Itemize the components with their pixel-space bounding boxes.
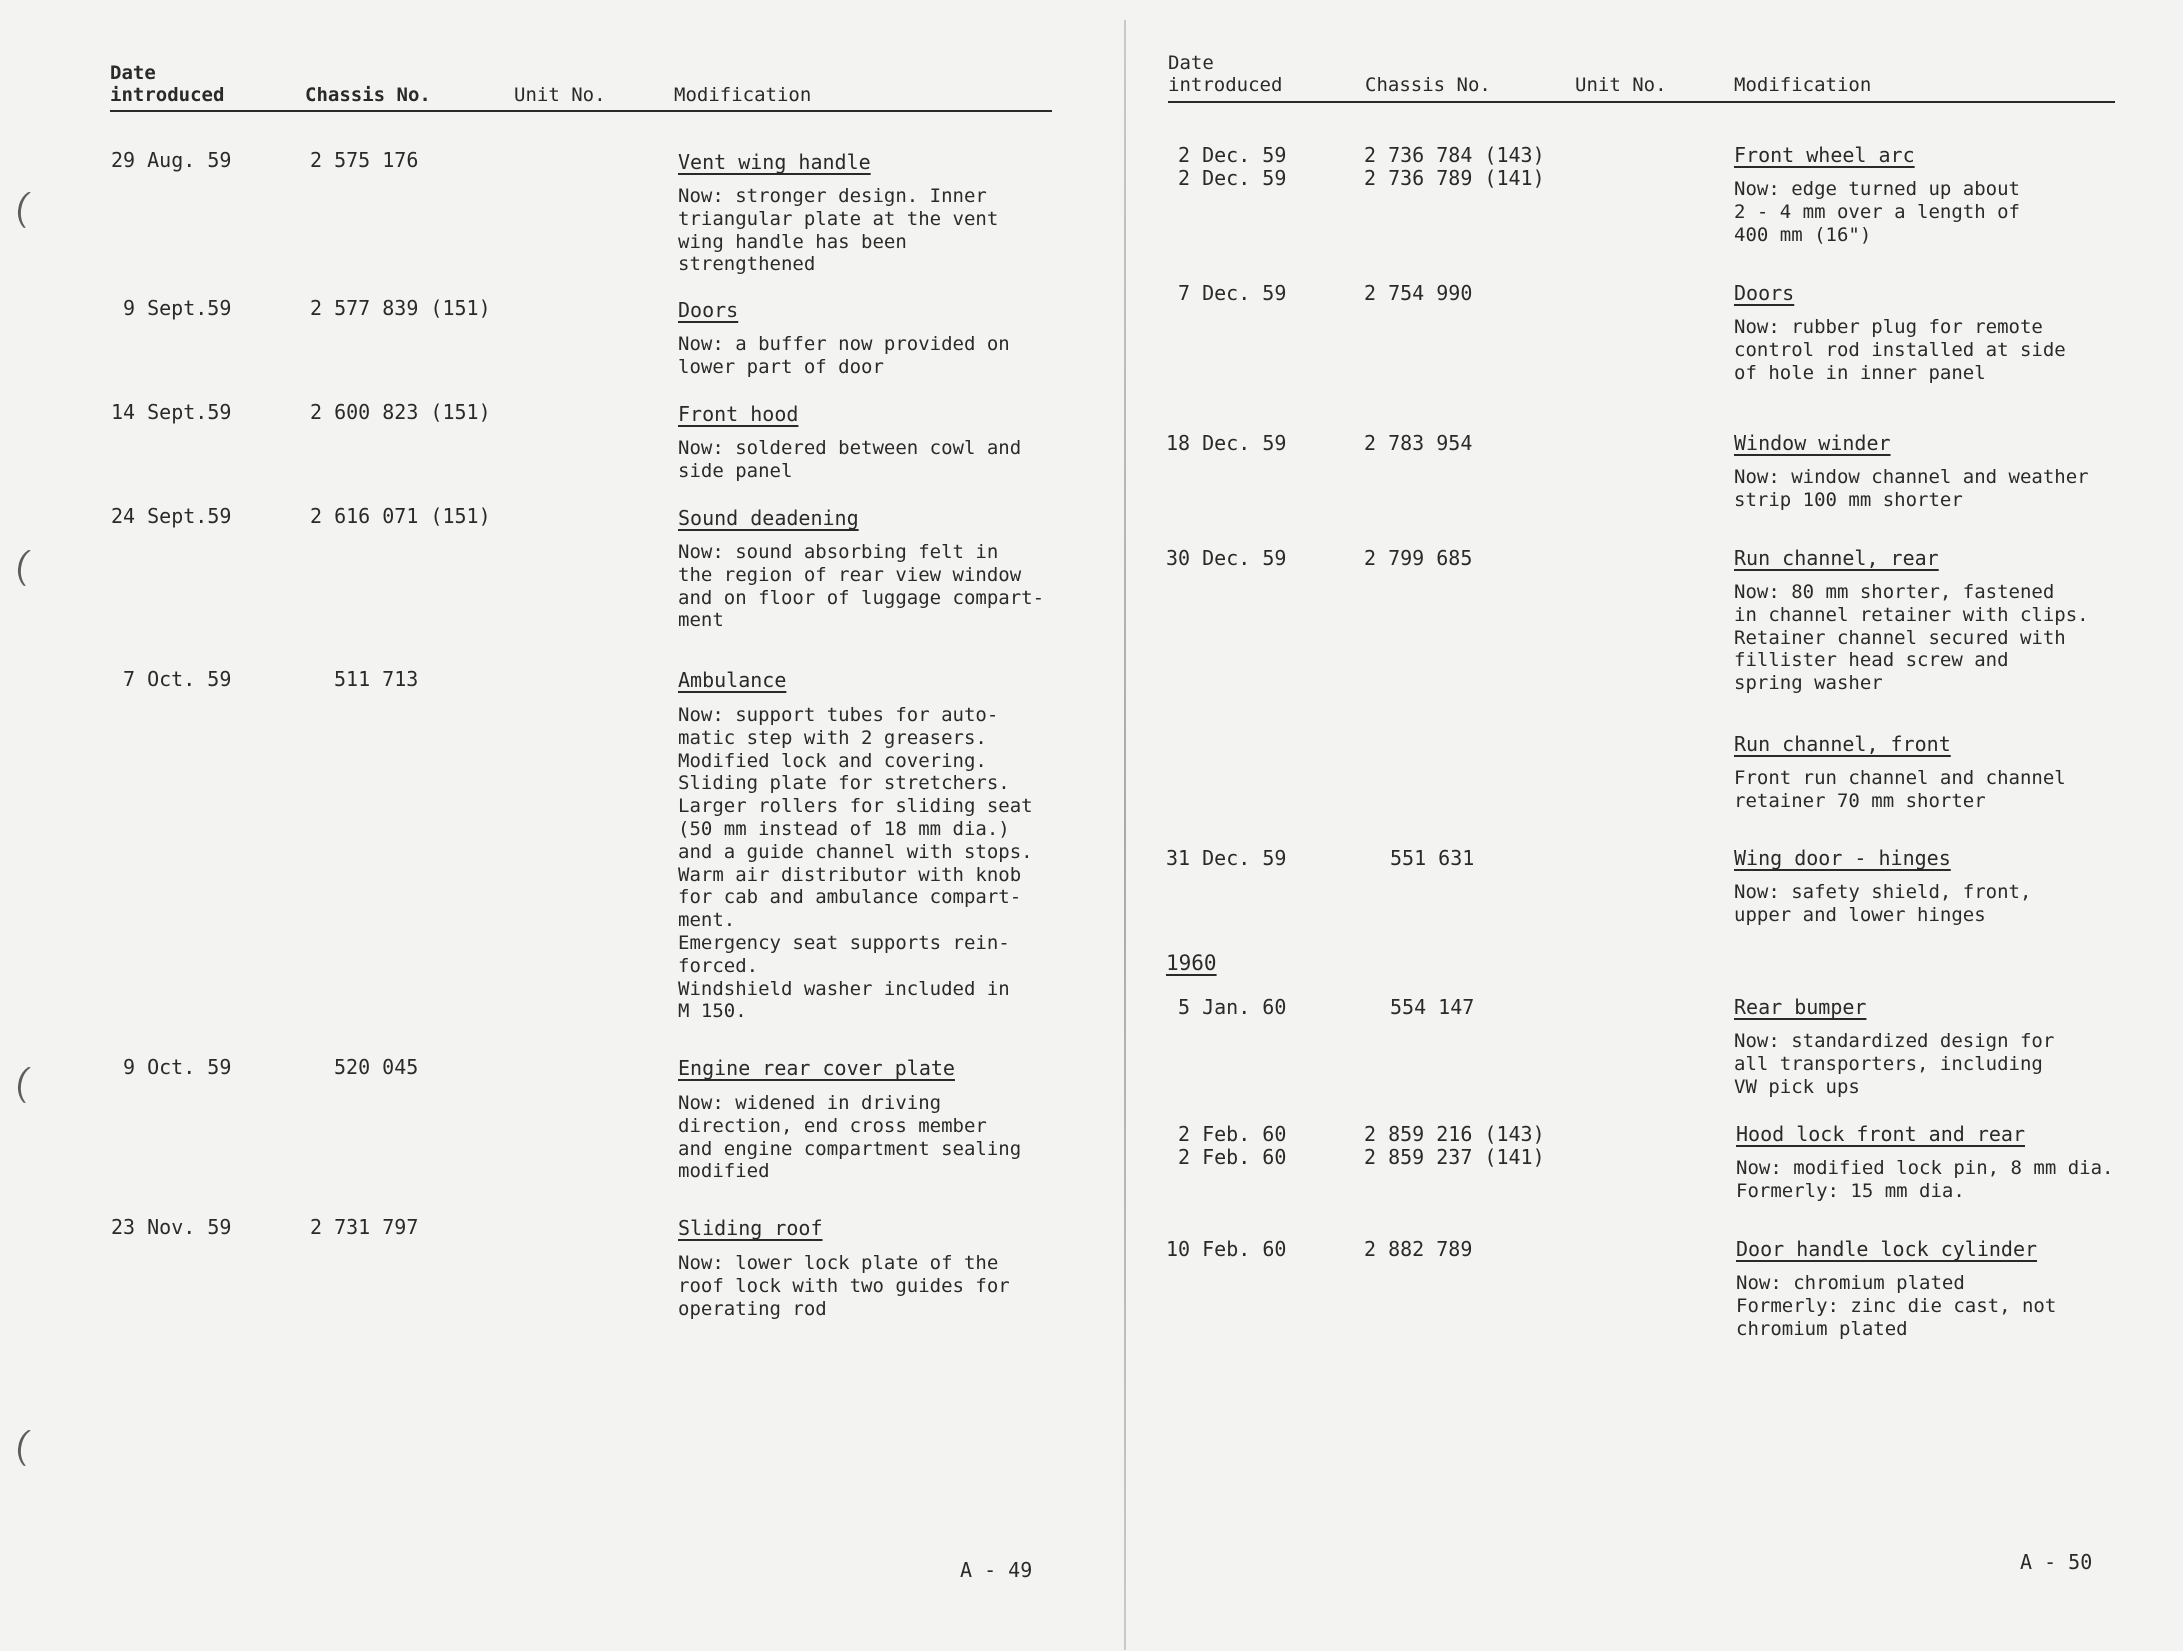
row-date: 9 Sept.59: [123, 296, 232, 320]
mod-title: Door handle lock cylinder: [1736, 1237, 2038, 1261]
row-chassis: 2 859 216 (143) 2 859 237 (141): [1364, 1122, 1545, 1169]
mod-body: Now: soldered between cowl and side panel: [678, 437, 1022, 482]
header-modification: Modification: [674, 84, 812, 106]
mod-body: Now: sound absorbing felt in the region of rear view window and on floor of luggage compart- ment: [678, 541, 1045, 632]
row-date: 24 Sept.59: [111, 504, 232, 528]
mod-body: Now: stronger design. Inner triangular plate at the vent wing handle has been strengthened: [678, 185, 999, 276]
row-chassis: 511 713: [334, 667, 419, 691]
row-date: 10 Feb. 60: [1166, 1237, 1287, 1261]
mod-title: Run channel, rear: [1734, 546, 1939, 570]
mod-title: Sliding roof: [678, 1216, 823, 1240]
page-number: A - 49: [960, 1558, 1033, 1582]
mod-title: Ambulance: [678, 668, 787, 692]
mod-title: Run channel, front: [1734, 732, 1951, 756]
mod-body: Now: window channel and weather strip 100 mm shorter: [1734, 466, 2089, 511]
mod-body: Now: 80 mm shorter, fastened in channel retainer with clips. Retainer channel secured with fillister head screw and spring washer: [1734, 581, 2089, 695]
punch-hole-mark: [15, 546, 54, 592]
mod-title: Sound deadening: [678, 506, 859, 530]
mod-title: Wing door - hinges: [1734, 846, 1951, 870]
header-unit: Unit No.: [1575, 74, 1667, 96]
header-date: Date introduced: [1168, 52, 1283, 96]
punch-hole-mark: [15, 188, 54, 234]
mod-title: Vent wing handle: [678, 150, 871, 174]
page-right: [1124, 0, 2183, 1651]
row-chassis: 2 754 990: [1364, 281, 1473, 305]
row-chassis: 2 575 176: [310, 148, 419, 172]
row-date: 7 Dec. 59: [1178, 281, 1287, 305]
mod-title: Doors: [1734, 281, 1795, 305]
mod-body: Now: widened in driving direction, end cross member and engine compartment sealing modified: [678, 1092, 1022, 1183]
row-chassis: 520 045: [334, 1055, 419, 1079]
row-date: 2 Feb. 60 2 Feb. 60: [1178, 1122, 1287, 1169]
header-date: Date introduced: [110, 62, 225, 106]
year-marker: 1960: [1166, 951, 1217, 975]
mod-body: Now: a buffer now provided on lower part of door: [678, 333, 1010, 378]
row-chassis: 551 631: [1390, 846, 1475, 870]
mod-title: Rear bumper: [1734, 995, 1867, 1019]
row-date: 23 Nov. 59: [111, 1215, 232, 1239]
mod-body: Now: safety shield, front, upper and lower hinges: [1734, 881, 2032, 926]
row-chassis: 2 731 797: [310, 1215, 419, 1239]
punch-hole-mark: [15, 1063, 54, 1109]
mod-body: Now: rubber plug for remote control rod installed at side of hole in inner panel: [1734, 316, 2066, 384]
row-date: 2 Dec. 59 2 Dec. 59: [1178, 143, 1287, 190]
row-date: 30 Dec. 59: [1166, 546, 1287, 570]
mod-body: Now: support tubes for auto- matic step with 2 greasers. Modified lock and covering. Sliding plate for stretchers. Larger rollers for sliding seat (50 mm instead of 18 mm dia.) and a guide channel with stops. Warm air distributor with knob for cab and ambulance compart- ment. Emergency seat supports rein- forced. Windshield washer included in M 150.: [678, 704, 1033, 1023]
mod-body: Now: edge turned up about 2 - 4 mm over a length of 400 mm (16"): [1734, 178, 2020, 246]
mod-body: Now: lower lock plate of the roof lock with two guides for operating rod: [678, 1252, 1010, 1320]
punch-hole-mark: [15, 1426, 54, 1472]
row-chassis: 2 616 071 (151): [310, 504, 491, 528]
header-rule: [110, 110, 1052, 112]
row-date: 5 Jan. 60: [1178, 995, 1287, 1019]
row-date: 18 Dec. 59: [1166, 431, 1287, 455]
row-date: 7 Oct. 59: [123, 667, 232, 691]
row-date: 9 Oct. 59: [123, 1055, 232, 1079]
row-date: 14 Sept.59: [111, 400, 232, 424]
row-chassis: 2 577 839 (151): [310, 296, 491, 320]
mod-title: Engine rear cover plate: [678, 1056, 955, 1080]
mod-title: Front hood: [678, 402, 799, 426]
mod-body: Now: standardized design for all transporters, including VW pick ups: [1734, 1030, 2055, 1098]
row-chassis: 554 147: [1390, 995, 1475, 1019]
mod-body: Front run channel and channel retainer 70 mm shorter: [1734, 767, 2066, 812]
header-modification: Modification: [1734, 74, 1872, 96]
row-date: 29 Aug. 59: [111, 148, 232, 172]
mod-body: Now: modified lock pin, 8 mm dia. Formerly: 15 mm dia.: [1736, 1157, 2114, 1202]
row-chassis: 2 783 954: [1364, 431, 1473, 455]
mod-body: Now: chromium plated Formerly: zinc die cast, not chromium plated: [1736, 1272, 2057, 1340]
header-chassis: Chassis No.: [305, 84, 431, 106]
row-chassis: 2 882 789: [1364, 1237, 1473, 1261]
row-chassis: 2 600 823 (151): [310, 400, 491, 424]
row-date: 31 Dec. 59: [1166, 846, 1287, 870]
mod-title: Front wheel arc: [1734, 143, 1915, 167]
header-unit: Unit No.: [514, 84, 606, 106]
mod-title: Window winder: [1734, 431, 1891, 455]
page-number: A - 50: [2020, 1550, 2093, 1574]
mod-title: Hood lock front and rear: [1736, 1122, 2025, 1146]
header-rule: [1168, 101, 2115, 103]
mod-title: Doors: [678, 298, 739, 322]
row-chassis: 2 799 685: [1364, 546, 1473, 570]
header-chassis: Chassis No.: [1365, 74, 1491, 96]
row-chassis: 2 736 784 (143) 2 736 789 (141): [1364, 143, 1545, 190]
